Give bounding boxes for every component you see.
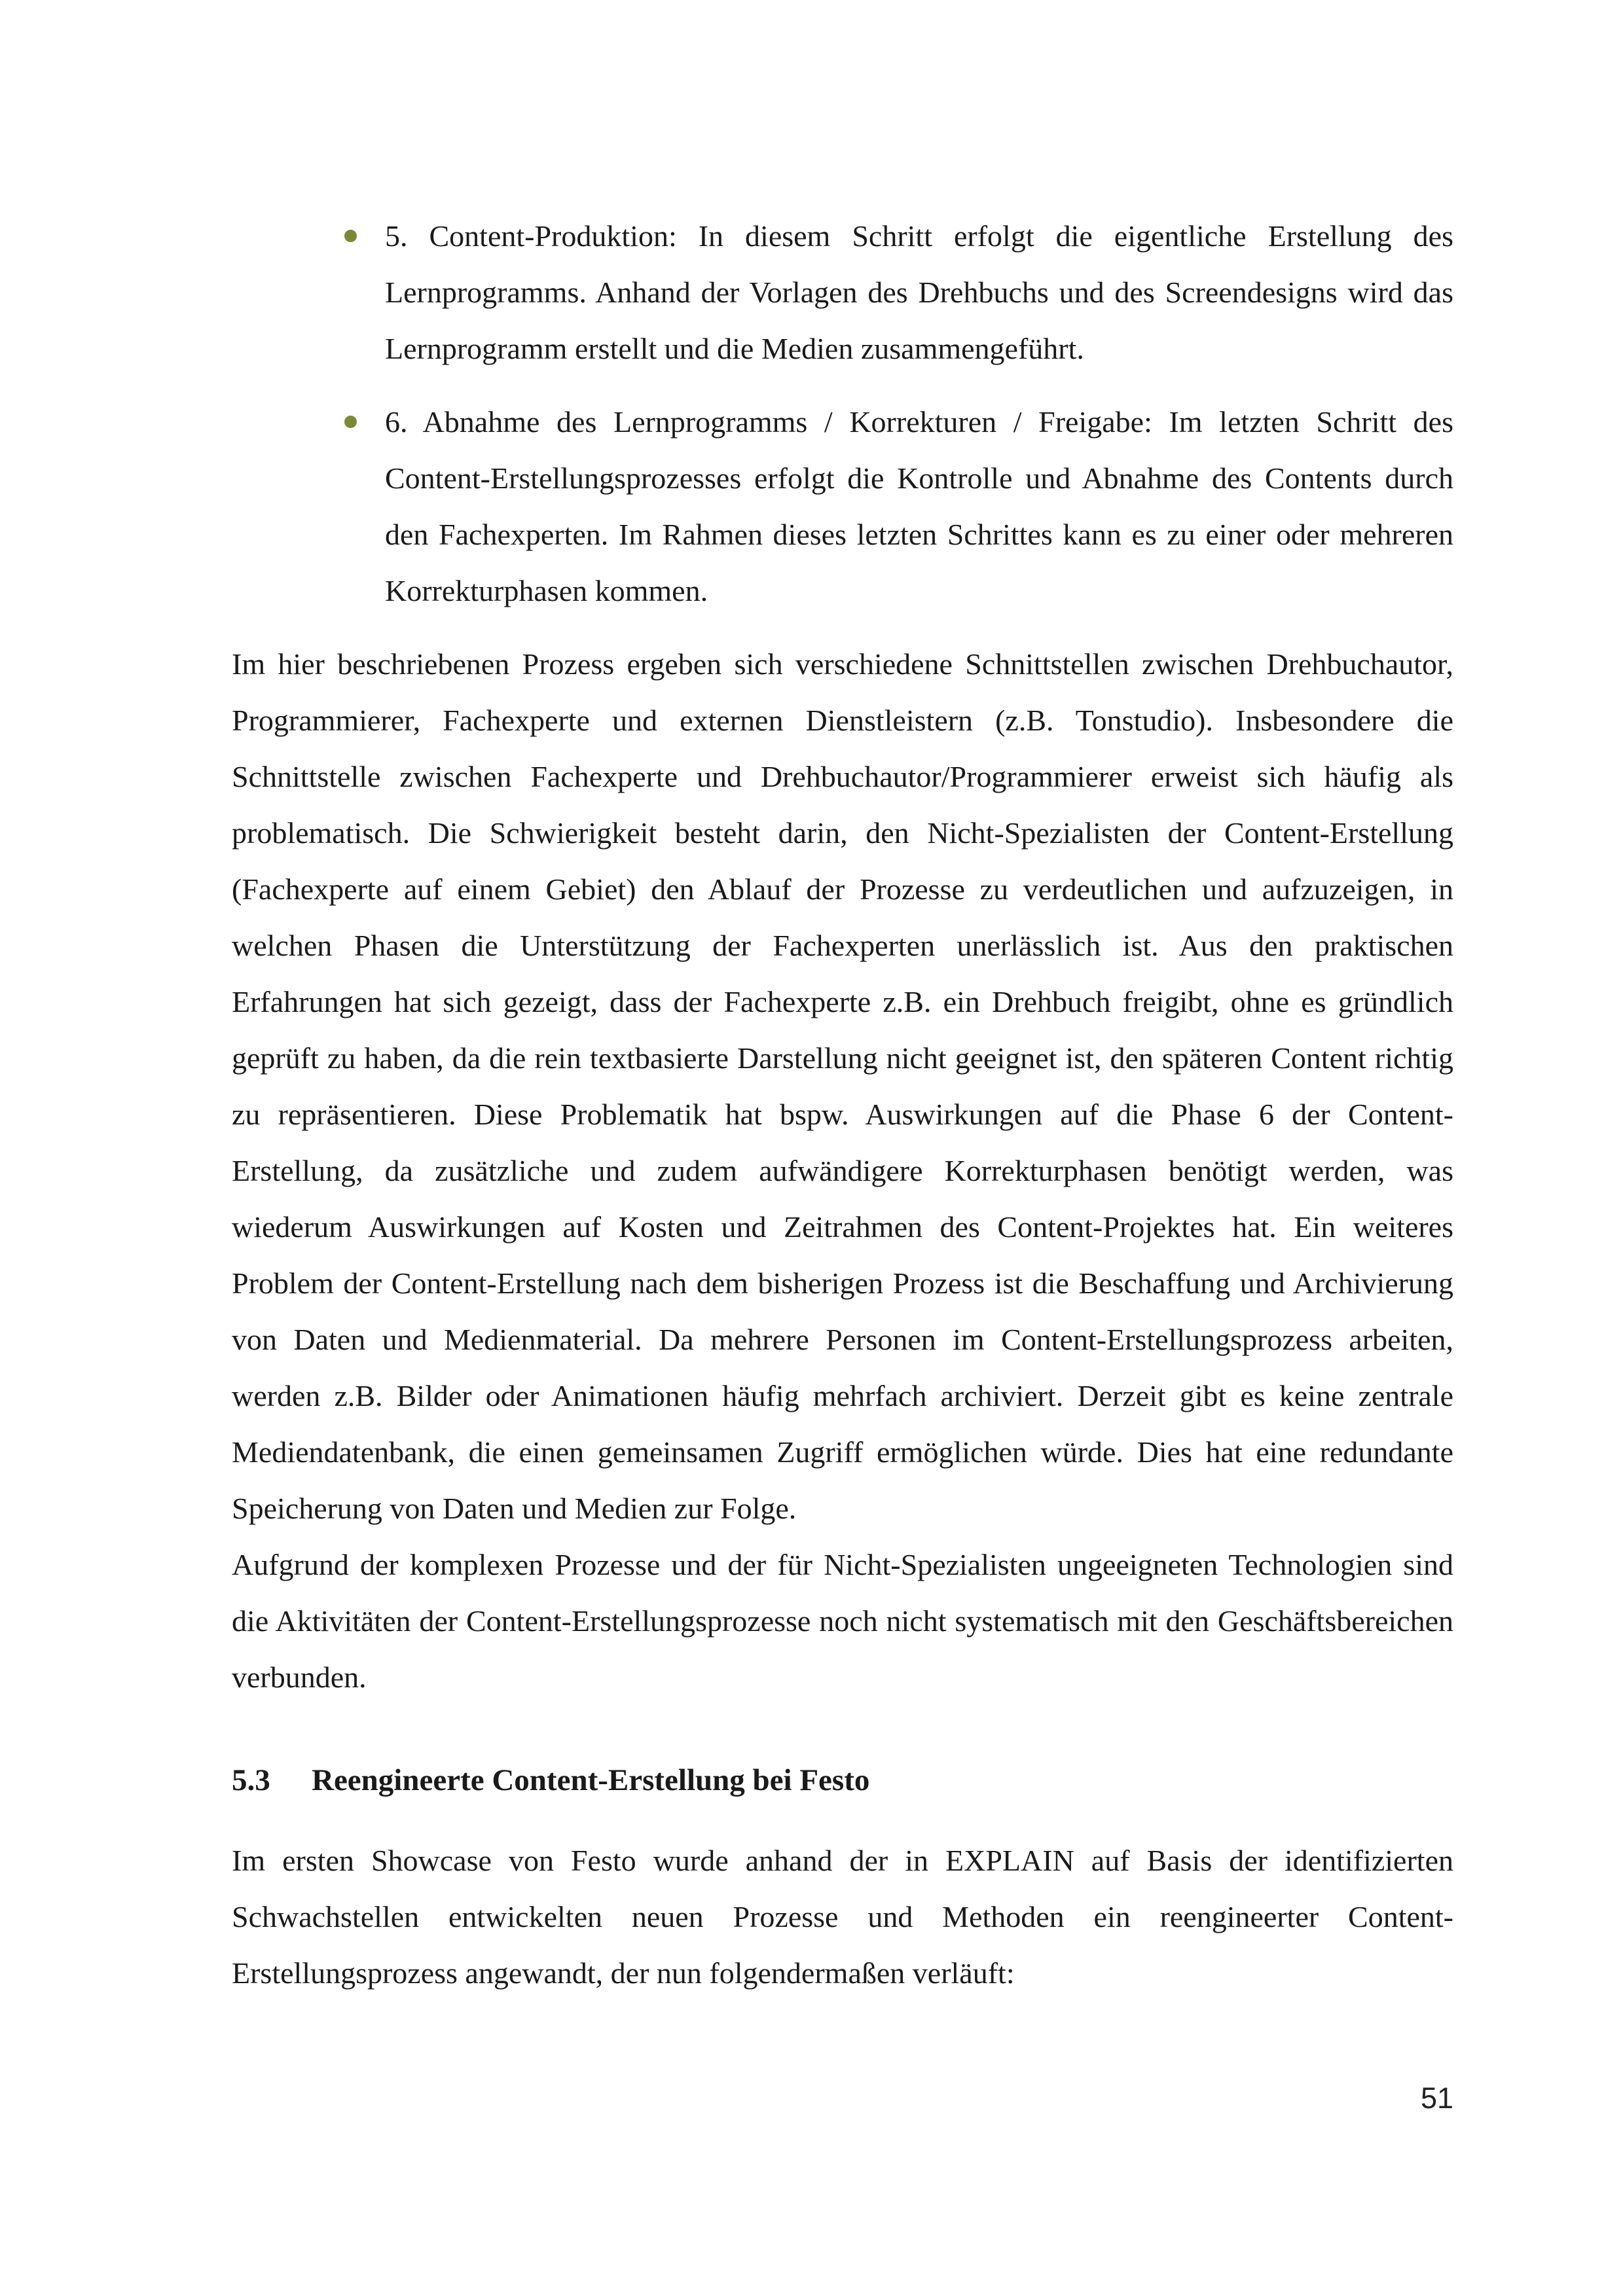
body-paragraph: Im ersten Showcase von Festo wurde anhand der in EXPLAIN auf Basis der identifizierten Schwachstellen entwickelten neuen Prozesse und Methoden ein reengineerter Content-Erstellungsprozess angewandt, der nun folgendermaßen verläuft: [232, 1844, 1453, 1990]
page-number: 51 [1420, 2081, 1453, 2115]
list-item [232, 208, 1453, 377]
body-paragraph: Im hier beschriebenen Prozess ergeben sich verschiedene Schnittstellen zwischen Drehbuchautor, Programmierer, Fachexperte und externen Dienstleistern (z.B. Tonstudio). Insbesondere die Schnittstelle zwischen Fachexperte und Drehbuchautor/Programmierer erweist sich häufig als problematisch. Die Schwierigkeit besteht darin, den Nicht-Spezialisten der Content-Erstellung (Fachexperte auf einem Gebiet) den Ablauf der Prozesse zu verdeutlichen und aufzuzeigen, in welchen Phasen die Unterstützung der Fachexperten unerlässlich ist. Aus den praktischen Erfahrungen hat sich gezeigt, dass der Fachexperte z.B. ein Drehbuch freigibt, ohne es gründlich geprüft zu haben, da die rein textbasierte Darstellung nicht geeignet ist, den späteren Content richtig zu repräsentieren. Diese Problematik hat bspw. Auswirkungen auf die Phase 6 der Content-Erstellung, da zusätzliche und zudem aufwändigere Korrekturphasen benötigt werden, was wiederum Auswirkungen auf Kosten und Zeitrahmen des Content-Projektes hat. Ein weiteres Problem der Content-Erstellung nach dem bisherigen Prozess ist die Beschaffung und Archivierung von Daten und Medienmaterial. Da mehrere Personen im Content-Erstellungsprozess arbeiten, werden z.B. Bilder oder Animationen häufig mehrfach archiviert. Derzeit gibt es keine zentrale Mediendatenbank, die einen gemeinsamen Zugriff ermöglichen würde. Dies hat eine redundante Speicherung von Daten und Medien zur Folge. [232, 647, 1453, 1525]
list-item-text: 6. Abnahme des Lernprogramms / Korrekturen / Freigabe: Im letzten Schritt des Content-Erstellungsprozesses erfolgt die Kontrolle und Abnahme des Contents durch den Fachexperten. Im Rahmen dieses letzten Schrittes kann es zu einer oder mehreren Korrekturphasen kommen. [385, 405, 1453, 607]
list-item-text: 5. Content-Produktion: In diesem Schritt erfolgt die eigentliche Erstellung des Lernprogramms. Anhand der Vorlagen des Drehbuchs und des Screendesigns wird das Lernprogramm erstellt und die Medien zusammengeführt. [385, 219, 1453, 365]
bullet-icon [344, 416, 357, 428]
section-heading [232, 1761, 1453, 1800]
list-item [232, 394, 1453, 619]
body-paragraph: Aufgrund der komplexen Prozesse und der für Nicht-Spezialisten ungeeigneten Technologien sind die Aktivitäten der Content-Erstellungsprozesse noch nicht systematisch mit den Geschäftsbereichen verbunden. [232, 1548, 1453, 1694]
bullet-icon [344, 230, 357, 242]
page-content [232, 208, 1453, 2001]
step-list [232, 208, 1453, 619]
section-title: Reengineerte Content-Erstellung bei Festo [312, 1763, 870, 1797]
section-number: 5.3 [232, 1763, 270, 1797]
